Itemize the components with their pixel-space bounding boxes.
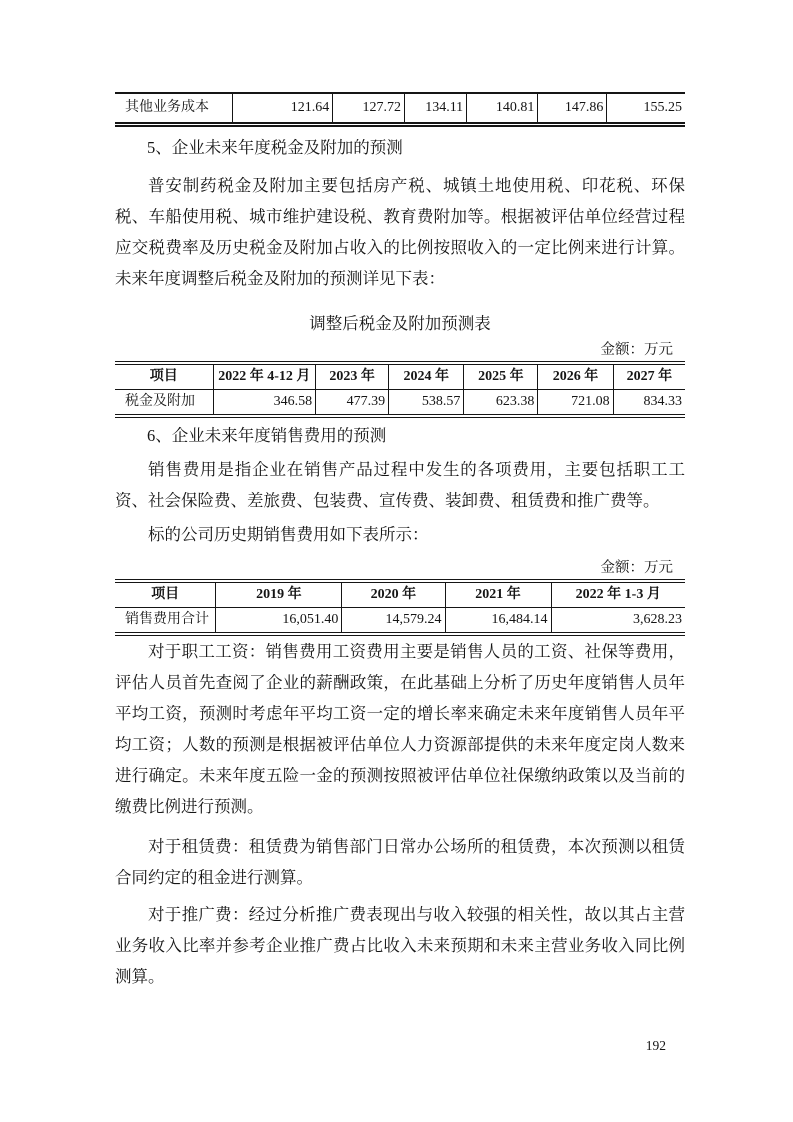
value-cell: 127.72 [333,93,405,125]
page-content [115,0,685,992]
value-cell: 834.33 [643,394,682,409]
header-cell: 2027 年 [613,363,685,390]
tax-table-title: 调整后税金及附加预测表 [309,314,491,333]
section-6-paragraph-rent: 对于租赁费：租赁费为销售部门日常办公场所的租赁费，本次预测以租赁合同约定的租金进行测算。 [115,837,685,887]
value-cell: 147.86 [538,93,607,125]
value-cell: 16,484.14 [445,608,551,635]
value-cell: 477.39 [316,390,389,417]
row-label-cell: 其他业务成本 [115,93,233,125]
value-cell: 140.81 [467,93,538,125]
header-cell: 项目 [115,581,216,608]
value-cell: 155.25 [643,100,682,115]
value-cell: 134.11 [405,93,467,125]
section-5-heading: 5、企业未来年度税金及附加的预测 [147,138,403,157]
section-6-paragraph-1: 销售费用是指企业在销售产品过程中发生的各项费用，主要包括职工工资、社会保险费、差旅费、包装费、宣传费、装卸费、租赁费和推广费等。 [115,460,685,510]
section-6-paragraph-wages: 对于职工工资：销售费用工资费用主要是销售人员的工资、社保等费用，评估人员首先查阅了企业的薪酬政策，在此基础上分析了历史年度销售人员年平均工资，预测时考虑年平均工资一定的增长率来确定未来年度销售人员年平均工资；人数的预测是根据被评估单位人力资源部提供的未来年度定岗人数来进行确定。未来年度五险一金的预测按照被评估单位社保缴纳政策以及当前的缴费比例进行预测。 [115,642,685,816]
header-cell: 2020 年 [342,581,445,608]
table-header-row [115,581,685,608]
section-6-paragraph-2: 标的公司历史期销售费用如下表所示： [148,525,429,544]
header-cell: 项目 [115,363,213,390]
value-cell: 721.08 [538,390,613,417]
page-number: 192 [645,1038,666,1053]
table-row [115,93,685,125]
sales-expense-history-table [115,579,685,636]
table-row [115,608,685,635]
value-cell: 3,628.23 [633,612,682,627]
table-header-row [115,363,685,390]
header-cell: 2019 年 [216,581,342,608]
row-label-cell: 税金及附加 [115,390,213,417]
value-cell: 623.38 [464,390,538,417]
header-cell: 2023 年 [316,363,389,390]
table-row [115,390,685,417]
tax-forecast-table [115,361,685,418]
header-cell: 2022 年 4-12 月 [213,363,316,390]
other-business-cost-table [115,92,685,127]
value-cell: 121.64 [233,93,333,125]
sales-table-unit-label: 金额：万元 [600,560,673,576]
header-cell: 2024 年 [389,363,464,390]
value-cell: 14,579.24 [342,608,445,635]
section-6-heading: 6、企业未来年度销售费用的预测 [147,426,387,445]
header-cell: 2025 年 [464,363,538,390]
value-cell: 538.57 [389,390,464,417]
section-6-paragraph-promotion: 对于推广费：经过分析推广费表现出与收入较强的相关性，故以其占主营业务收入比率并参考企业推广费占比收入未来预期和未来主营业务收入同比例测算。 [115,905,685,986]
section-5-paragraph: 普安制药税金及附加主要包括房产税、城镇土地使用税、印花税、环保税、车船使用税、城市维护建设税、教育费附加等。根据被评估单位经营过程应交税费率及历史税金及附加占收入的比例按照收入的一定比例来进行计算。未来年度调整后税金及附加的预测详见下表： [115,176,685,288]
tax-table-unit-label: 金额：万元 [600,342,673,358]
header-cell: 2022 年 1-3 月 [551,581,685,608]
value-cell: 16,051.40 [216,608,342,635]
value-cell: 346.58 [213,390,316,417]
row-label-cell: 销售费用合计 [115,608,216,635]
header-cell: 2021 年 [445,581,551,608]
header-cell: 2026 年 [538,363,613,390]
